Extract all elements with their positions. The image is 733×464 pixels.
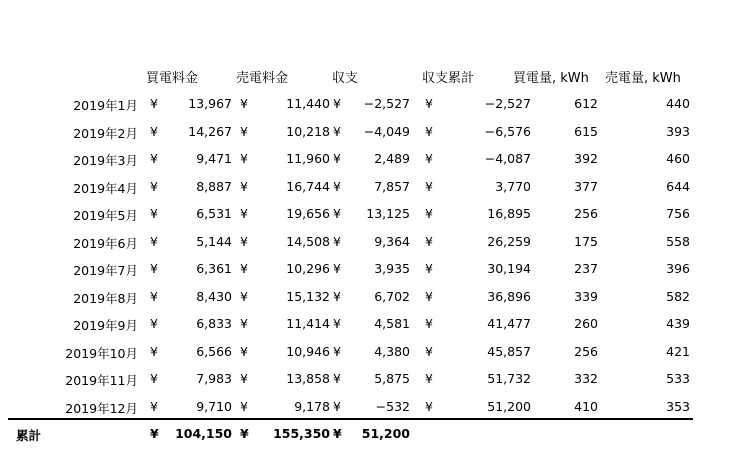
cell-buy-kwh: 237 (574, 261, 598, 276)
cell-cumulative: 45,857 (487, 343, 531, 359)
currency-symbol: ¥ (425, 316, 433, 331)
currency-symbol: ¥ (150, 343, 158, 359)
currency-symbol: ¥ (240, 233, 248, 249)
cell-month: 2019年2月 (73, 125, 138, 141)
total-label: 累計 (16, 428, 42, 443)
cell-buy-kwh: 339 (574, 288, 598, 304)
cell-sell-kwh: 558 (666, 233, 690, 249)
cell-buy-kwh: 377 (574, 178, 598, 194)
currency-symbol: ¥ (240, 343, 248, 359)
cell-sell: 10,946 (286, 343, 330, 359)
currency-symbol: ¥ (150, 233, 158, 249)
total-balance: 51,200 (361, 426, 410, 441)
cell-sell-kwh: 756 (666, 206, 690, 221)
cell-month: 2019年9月 (73, 318, 138, 333)
cell-balance: −532 (375, 398, 410, 414)
cell-month: 2019年10月 (65, 345, 138, 361)
table-row (0, 206, 733, 225)
currency-symbol: ¥ (333, 123, 341, 139)
currency-symbol: ¥ (333, 343, 341, 359)
cell-balance: −2,527 (363, 96, 410, 111)
currency-symbol: ¥ (240, 206, 248, 221)
cell-month: 2019年1月 (73, 98, 138, 113)
cell-cumulative: 36,896 (487, 288, 531, 304)
header-cumulative: 収支累計 (422, 71, 475, 86)
cell-buy: 14,267 (188, 123, 232, 139)
currency-symbol: ¥ (425, 343, 433, 359)
cell-buy-kwh: 256 (574, 206, 598, 221)
cell-buy-kwh: 410 (574, 398, 598, 414)
currency-symbol: ¥ (333, 316, 341, 331)
cell-sell-kwh: 393 (666, 123, 690, 139)
header-sell-income: 売電料金 (236, 71, 289, 86)
cell-sell: 15,132 (286, 288, 330, 304)
cell-sell: 11,960 (286, 151, 330, 166)
currency-symbol: ¥ (425, 178, 433, 194)
currency-symbol: ¥ (150, 261, 158, 276)
cell-month: 2019年8月 (73, 290, 138, 306)
cell-sell-kwh: 396 (666, 261, 690, 276)
currency-symbol: ¥ (425, 206, 433, 221)
cell-cumulative: 26,259 (487, 233, 531, 249)
currency-symbol: ¥ (150, 123, 158, 139)
cell-month: 2019年3月 (73, 153, 138, 168)
cell-month: 2019年12月 (65, 400, 138, 416)
total-buy: 104,150 (175, 426, 232, 441)
cell-cumulative: 3,770 (495, 178, 531, 194)
cell-sell: 10,296 (286, 261, 330, 276)
cell-cumulative: 16,895 (487, 206, 531, 221)
currency-symbol: ¥ (150, 178, 158, 194)
total-divider (8, 418, 693, 420)
cell-buy: 7,983 (196, 371, 232, 386)
currency-symbol: ¥ (425, 371, 433, 386)
currency-symbol: ¥ (425, 398, 433, 414)
currency-symbol: ¥ (425, 233, 433, 249)
cell-sell: 19,656 (286, 206, 330, 221)
currency-symbol: ¥ (240, 96, 248, 111)
table-row (0, 344, 733, 363)
currency-symbol: ¥ (333, 96, 341, 111)
cell-balance: 7,857 (374, 178, 410, 194)
cell-buy-kwh: 615 (574, 123, 598, 139)
cell-sell-kwh: 353 (666, 398, 690, 414)
cell-sell: 10,218 (286, 123, 330, 139)
currency-symbol: ¥ (425, 151, 433, 166)
cell-month: 2019年6月 (73, 235, 138, 251)
cell-buy-kwh: 392 (574, 151, 598, 166)
cell-sell-kwh: 582 (666, 288, 690, 304)
cell-balance: 4,581 (374, 316, 410, 331)
currency-symbol: ¥ (333, 261, 341, 276)
cell-sell-kwh: 533 (666, 371, 690, 386)
currency-symbol: ¥ (425, 288, 433, 304)
cell-buy: 8,887 (196, 178, 232, 194)
table-row (0, 399, 733, 418)
currency-symbol: ¥ (240, 371, 248, 386)
cell-buy: 6,531 (196, 206, 232, 221)
currency-symbol: ¥ (333, 288, 341, 304)
cell-buy: 9,710 (196, 398, 232, 414)
cell-cumulative: −6,576 (484, 123, 531, 139)
cell-sell: 14,508 (286, 233, 330, 249)
cell-sell: 16,744 (286, 178, 330, 194)
cell-buy-kwh: 175 (574, 233, 598, 249)
currency-symbol: ¥ (240, 426, 249, 441)
cell-month: 2019年7月 (73, 263, 138, 278)
cell-balance: 4,380 (374, 343, 410, 359)
header-buy-kwh: 買電量, kWh (513, 71, 589, 86)
cell-buy-kwh: 612 (574, 96, 598, 111)
cell-month: 2019年11月 (65, 373, 138, 388)
cell-buy-kwh: 332 (574, 371, 598, 386)
currency-symbol: ¥ (150, 151, 158, 166)
currency-symbol: ¥ (425, 96, 433, 111)
header-sell-kwh: 売電量, kWh (605, 71, 681, 86)
cell-balance: 6,702 (374, 288, 410, 304)
cell-buy: 13,967 (188, 96, 232, 111)
cell-buy-kwh: 256 (574, 343, 598, 359)
cell-buy: 6,361 (196, 261, 232, 276)
total-sell: 155,350 (273, 426, 330, 441)
cell-cumulative: 51,732 (487, 371, 531, 386)
cell-sell-kwh: 421 (666, 343, 690, 359)
currency-symbol: ¥ (333, 398, 341, 414)
cell-sell-kwh: 439 (666, 316, 690, 331)
cell-buy: 6,833 (196, 316, 232, 331)
currency-symbol: ¥ (333, 151, 341, 166)
total-row (0, 426, 733, 445)
currency-symbol: ¥ (333, 233, 341, 249)
cell-balance: −4,049 (363, 123, 410, 139)
cell-balance: 13,125 (366, 206, 410, 221)
cell-sell: 11,414 (286, 316, 330, 331)
cell-cumulative: −4,087 (484, 151, 531, 166)
table-row (0, 234, 733, 253)
currency-symbol: ¥ (150, 426, 159, 441)
table-row (0, 261, 733, 280)
currency-symbol: ¥ (240, 316, 248, 331)
currency-symbol: ¥ (150, 206, 158, 221)
table-row (0, 151, 733, 170)
currency-symbol: ¥ (333, 371, 341, 386)
cell-cumulative: 30,194 (487, 261, 531, 276)
cell-balance: 9,364 (374, 233, 410, 249)
currency-symbol: ¥ (150, 398, 158, 414)
currency-symbol: ¥ (150, 288, 158, 304)
cell-month: 2019年4月 (73, 180, 138, 196)
table-row (0, 371, 733, 390)
table-row (0, 124, 733, 143)
cell-buy: 9,471 (196, 151, 232, 166)
cell-buy: 6,566 (196, 343, 232, 359)
currency-symbol: ¥ (240, 261, 248, 276)
cell-cumulative: 51,200 (487, 398, 531, 414)
cell-sell-kwh: 460 (666, 151, 690, 166)
table-row (0, 289, 733, 308)
currency-symbol: ¥ (333, 206, 341, 221)
table-row (0, 96, 733, 115)
currency-symbol: ¥ (240, 178, 248, 194)
cell-sell: 9,178 (294, 398, 330, 414)
currency-symbol: ¥ (150, 371, 158, 386)
cell-cumulative: 41,477 (487, 316, 531, 331)
cell-sell-kwh: 644 (666, 178, 690, 194)
currency-symbol: ¥ (425, 123, 433, 139)
currency-symbol: ¥ (240, 288, 248, 304)
currency-symbol: ¥ (240, 398, 248, 414)
cell-balance: 5,875 (374, 371, 410, 386)
cell-month: 2019年5月 (73, 208, 138, 223)
header-buy-cost: 買電料金 (146, 71, 199, 86)
table-row (0, 179, 733, 198)
currency-symbol: ¥ (240, 123, 248, 139)
cell-sell: 11,440 (286, 96, 330, 111)
cell-balance: 2,489 (374, 151, 410, 166)
currency-symbol: ¥ (333, 178, 341, 194)
cell-buy: 8,430 (196, 288, 232, 304)
cell-balance: 3,935 (374, 261, 410, 276)
cell-sell: 13,858 (286, 371, 330, 386)
cell-buy: 5,144 (196, 233, 232, 249)
cell-sell-kwh: 440 (666, 96, 690, 111)
currency-symbol: ¥ (425, 261, 433, 276)
header-balance: 収支 (332, 71, 359, 86)
currency-symbol: ¥ (240, 151, 248, 166)
cell-cumulative: −2,527 (484, 96, 531, 111)
currency-symbol: ¥ (150, 96, 158, 111)
currency-symbol: ¥ (333, 426, 342, 441)
cell-buy-kwh: 260 (574, 316, 598, 331)
currency-symbol: ¥ (150, 316, 158, 331)
table-row (0, 316, 733, 335)
